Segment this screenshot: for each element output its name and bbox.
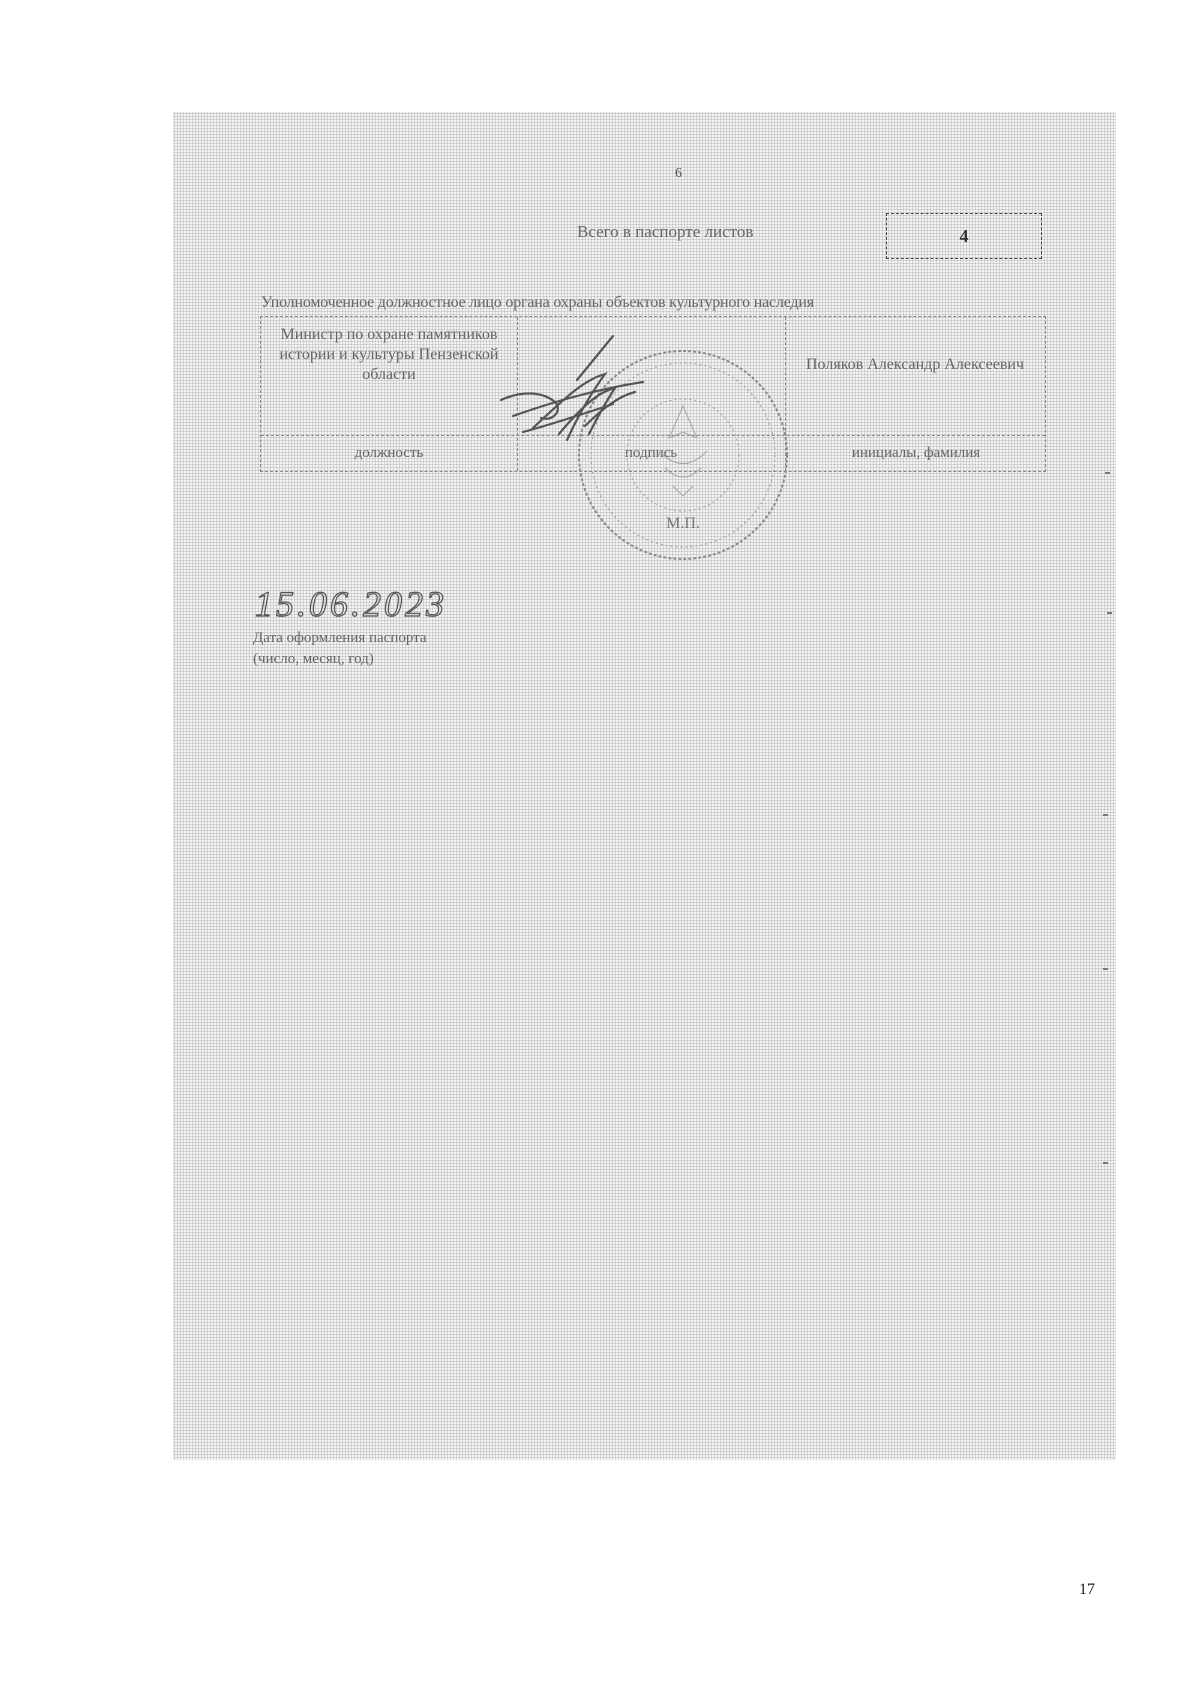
position-text: Министр по охране памятников истории и культуры Пензенской области	[279, 326, 499, 383]
sheets-label: Всего в паспорте листов	[577, 222, 754, 241]
sheets-count: 4	[959, 225, 969, 246]
scan-artifact	[1103, 814, 1108, 816]
header-mark: 6	[675, 166, 682, 181]
scanned-page	[173, 112, 1116, 1460]
official-title: Уполномоченное должностное лицо органа охраны объектов культурного наследия	[261, 294, 814, 311]
scan-artifact	[1103, 1162, 1108, 1164]
scan-artifact	[1107, 612, 1112, 614]
seal-caption: М.П.	[666, 515, 700, 532]
page-number: 17	[1079, 1581, 1095, 1598]
date-handwritten: 15.06.2023	[255, 584, 447, 624]
date-caption	[253, 628, 427, 670]
date-caption-line2: (число, месяц, год)	[253, 651, 374, 667]
sheets-count-box	[886, 213, 1042, 259]
handwritten-signature	[493, 330, 683, 470]
name-text: Поляков Александр Алексеевич	[806, 356, 1024, 373]
label-name: инициалы, фамилия	[851, 445, 981, 461]
scan-artifact	[1103, 968, 1108, 970]
scan-artifact	[1105, 472, 1110, 474]
handwritten-date	[253, 582, 483, 626]
label-signature: подпись	[624, 445, 678, 461]
date-caption-line1: Дата оформления паспорта	[253, 630, 427, 646]
label-position: должность	[354, 445, 424, 461]
